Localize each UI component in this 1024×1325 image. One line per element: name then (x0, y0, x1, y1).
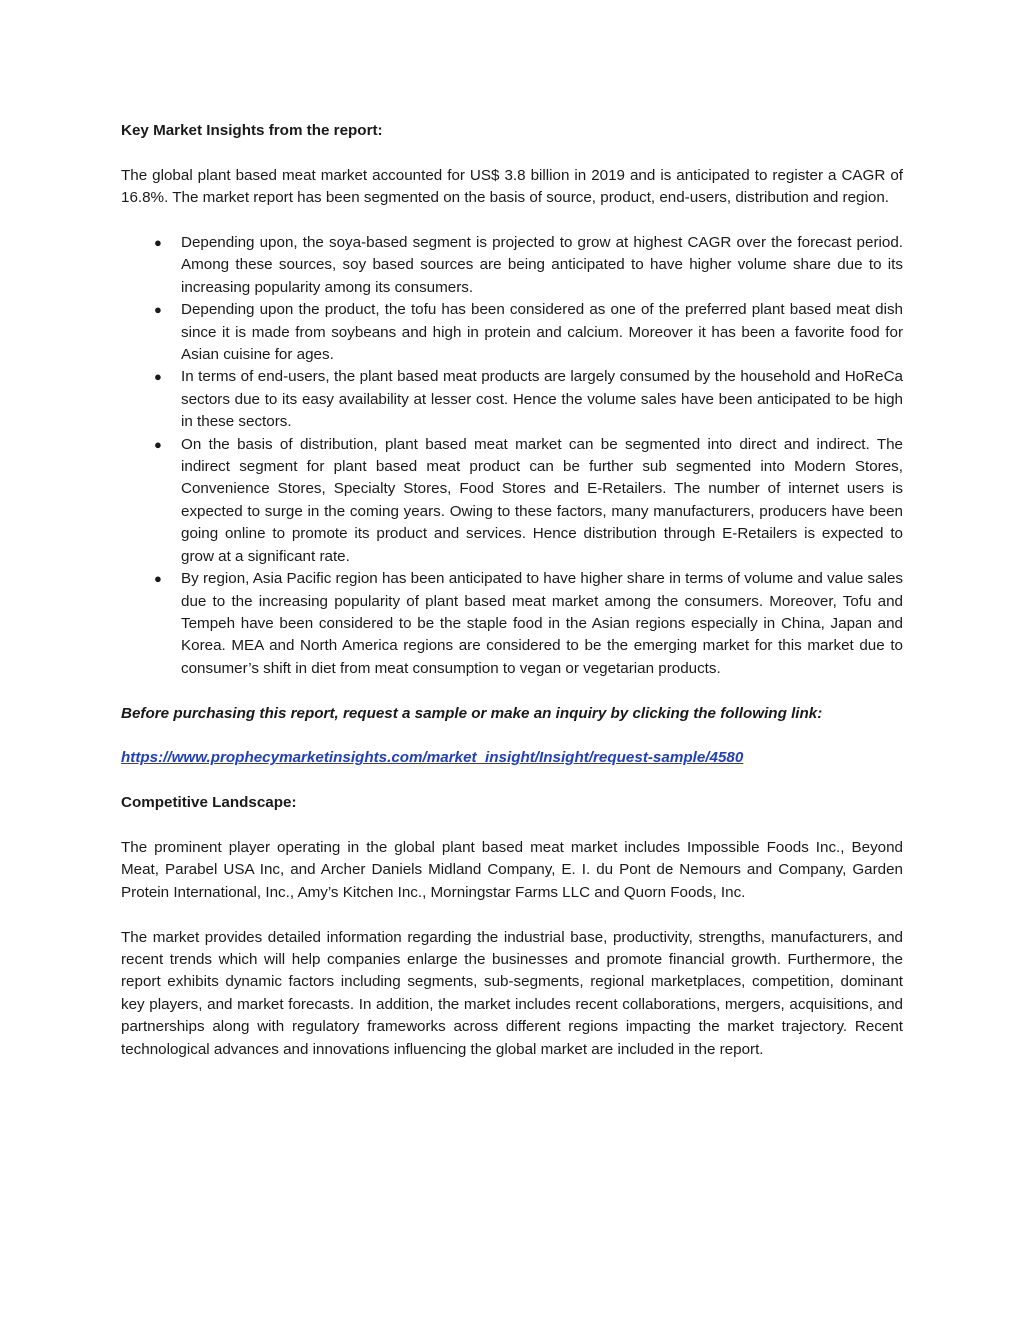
insights-heading: Key Market Insights from the report: (121, 122, 383, 139)
document-page (121, 120, 903, 1061)
bullet-dot-icon: ● (154, 302, 162, 318)
bullet-item-region (121, 568, 903, 680)
request-sample-link[interactable]: https://www.prophecymarketinsights.com/market_insight/Insight/request-sample/4580 (121, 749, 744, 767)
market-details-paragraph: The market provides detailed information regarding the industrial base, productivity, strengths, manufacturers, and recent trends which will help companies enlarge the businesses and promote financial growth. Furthermore, the report exhibits dynamic factors including segments, sub-segments, regional marketplaces, competition, dominant key players, and market forecasts. In addition, the market includes recent collaborations, mergers, acquisitions, and partnerships along with regulatory frameworks across different regions impacting the market trajectory. Recent technological advances and innovations influencing the global market are included in the report. (121, 928, 903, 1058)
bullet-text: Depending upon the product, the tofu has been considered as one of the preferred plant based meat dish since it is made from soybeans and high in protein and calcium. Moreover it has been a favorite food for Asian cuisine for ages. (181, 301, 903, 364)
bullet-item-distribution (121, 434, 903, 568)
spacer (121, 725, 903, 747)
bullet-dot-icon: ● (154, 571, 162, 587)
bullet-dot-icon: ● (154, 369, 162, 385)
spacer (121, 815, 903, 837)
competitive-heading: Competitive Landscape: (121, 794, 297, 812)
cta-text: Before purchasing this report, request a sample or make an inquiry by clicking the following link: (121, 704, 823, 722)
bullet-text: By region, Asia Pacific region has been anticipated to have higher share in terms of volume and value sales due to the increasing popularity of plant based meat market among the consumers. Moreover, Tofu and Tempeh have been considered to be the staple food in the Asian regions especially in China, Japan and Korea. MEA and North America regions are considered to be the emerging market for this market due to consumer’s shift in diet from meat consumption to vegan or vegetarian products. (181, 570, 903, 677)
spacer (121, 210, 903, 232)
bullet-item-source (121, 232, 903, 299)
bullet-item-product (121, 299, 903, 366)
spacer (121, 770, 903, 792)
bullet-text: Depending upon, the soya-based segment is projected to grow at highest CAGR over the forecast period. Among these sources, soy based sources are being anticipated to have higher volume share due to its increasing popularity among its consumers. (181, 234, 903, 296)
insights-bullet-list (121, 232, 903, 680)
spacer (121, 904, 903, 926)
bullet-text: In terms of end-users, the plant based meat products are largely consumed by the household and HoReCa sectors due to its easy availability at lesser cost. Hence the volume sales have been anticipated to be high in these sectors. (181, 368, 903, 431)
bullet-item-end-users (121, 366, 903, 433)
bullet-dot-icon: ● (154, 235, 162, 250)
spacer (121, 680, 903, 702)
competitive-players-paragraph: The prominent player operating in the global plant based meat market includes Impossible Foods Inc., Beyond Meat, Parabel USA Inc, and Archer Daniels Midland Company, E. I. du Pont de Nemours and Company, Garden Protein International, Inc., Amy’s Kitchen Inc., Morningstar Farms LLC and Quorn Foods, Inc. (121, 838, 903, 901)
spacer (121, 142, 903, 164)
insights-intro-paragraph: The global plant based meat market accounted for US$ 3.8 billion in 2019 and is anticipated to register a CAGR of 16.8%. The market report has been segmented on the basis of source, product, end-users, distribution and region. (121, 166, 903, 207)
bullet-dot-icon: ● (154, 436, 162, 452)
bullet-text: On the basis of distribution, plant based meat market can be segmented into direct and indirect. The indirect segment for plant based meat product can be further sub segmented into Modern Stores, Convenience Stores, Specialty Stores, Food Stores and E-Retailers. The number of internet users is expected to surge in the coming years. Owing to these factors, many manufacturers, producers have been going online to promote its product and services. Hence distribution through E-Retailers is expected to grow at a significant rate. (181, 435, 903, 565)
